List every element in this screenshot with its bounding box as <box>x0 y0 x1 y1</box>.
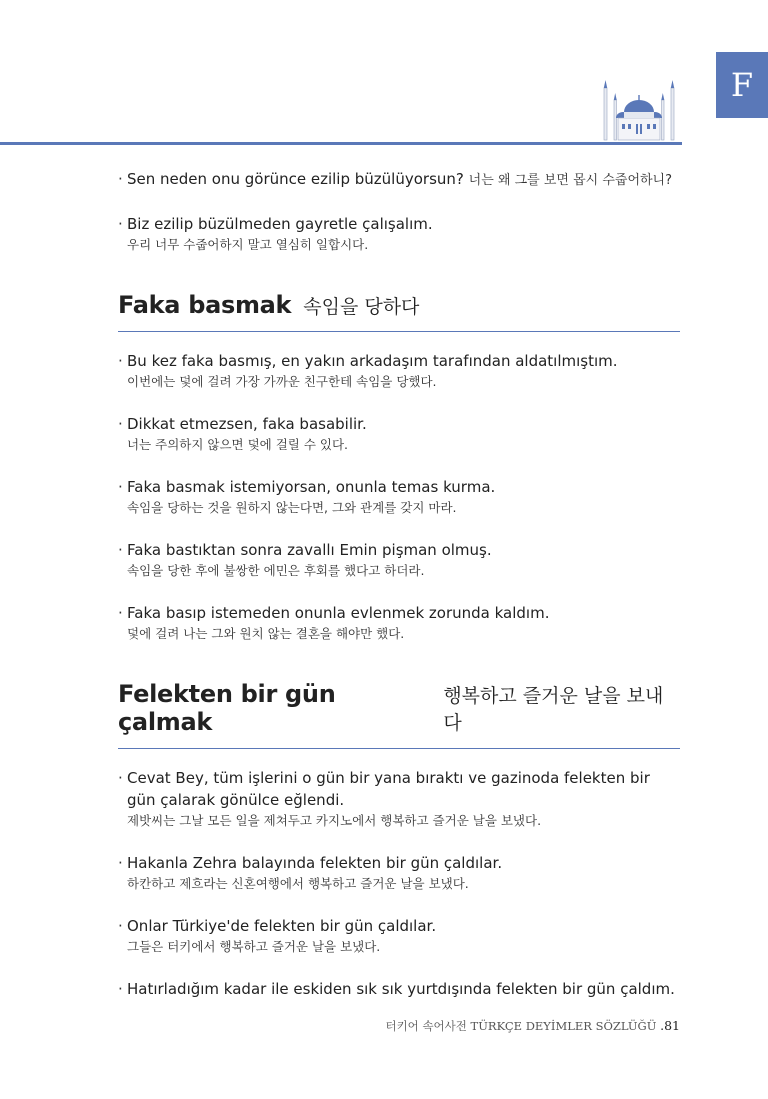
example-turkish: · Cevat Bey, tüm işlerini o gün bir yana bıraktı ve gazinoda felekten bir gün çalarak gönülce eğlendi. <box>127 769 650 809</box>
example-item <box>118 168 680 192</box>
example-item <box>118 213 680 255</box>
example-turkish: · Faka basmak istemiyorsan, onunla temas kurma. <box>127 478 496 496</box>
example-korean: 속임을 당한 후에 불쌍한 에민은 후회를 했다고 하더라. <box>127 563 425 578</box>
page-number: .81 <box>660 1018 680 1033</box>
example-turkish: · Dikkat etmezsen, faka basabilir. <box>127 415 367 433</box>
example-turkish: · Biz ezilip büzülmeden gayretle çalışalım. <box>127 215 433 233</box>
example-turkish: · Onlar Türkiye'de felekten bir gün çaldılar. <box>127 917 437 935</box>
section-letter-tab: F <box>716 52 768 118</box>
page-content <box>118 168 680 1021</box>
mosque-icon <box>598 78 680 142</box>
example-item <box>118 476 680 518</box>
idiom-title: Faka basmak <box>118 291 292 319</box>
example-item <box>118 350 680 392</box>
example-turkish: · Hakanla Zehra balayında felekten bir gün çaldılar. <box>127 854 503 872</box>
idiom-meaning: 속임을 당하다 <box>303 296 420 318</box>
example-item <box>118 767 680 831</box>
example-korean: 그들은 터키에서 행복하고 즐거운 날을 보냈다. <box>127 939 381 954</box>
example-korean: 하칸하고 제흐라는 신혼여행에서 행복하고 즐거운 날을 보냈다. <box>127 876 469 891</box>
example-item <box>118 602 680 644</box>
idiom-heading <box>118 291 680 332</box>
example-item <box>118 852 680 894</box>
example-korean: 속임을 당하는 것을 원하지 않는다면, 그와 관계를 갖지 마라. <box>127 500 457 515</box>
example-turkish: · Bu kez faka basmış, en yakın arkadaşım tarafından aldatılmıştım. <box>127 352 618 370</box>
example-korean: 너는 주의하지 않으면 덫에 걸릴 수 있다. <box>127 437 349 452</box>
example-turkish: · Faka bastıktan sonra zavallı Emin pişman olmuş. <box>127 541 492 559</box>
example-korean: 제밧씨는 그날 모든 일을 제쳐두고 카지노에서 행복하고 즐거운 날을 보냈다. <box>127 813 542 828</box>
example-korean: 이번에는 덫에 걸려 가장 가까운 친구한테 속임을 당했다. <box>127 374 437 389</box>
example-turkish: Sen neden onu görünce ezilip büzülüyorsun? <box>127 170 464 188</box>
example-korean: 덫에 걸려 나는 그와 원치 않는 결혼을 해야만 했다. <box>127 626 405 641</box>
example-korean: 우리 너무 수줍어하지 말고 열심히 일합시다. <box>127 237 369 252</box>
idiom-heading <box>118 680 680 749</box>
footer-title: 터키어 속어사전 TÜRKÇE DEYİMLER SÖZLÜĞÜ <box>385 1019 657 1033</box>
idiom-meaning: 행복하고 즐거운 날을 보내다 <box>443 685 664 734</box>
idiom-title: Felekten bir gün çalmak <box>118 680 336 736</box>
header-rule <box>0 142 682 145</box>
page-footer <box>385 1018 680 1034</box>
example-korean: 너는 왜 그를 보면 몹시 수줍어하니? <box>468 173 673 188</box>
example-item <box>118 539 680 581</box>
example-turkish: · Hatırladığım kadar ile eskiden sık sık yurtdışında felekten bir gün çaldım. <box>127 980 675 998</box>
example-turkish: · Faka basıp istemeden onunla evlenmek zorunda kaldım. <box>127 604 550 622</box>
example-item <box>118 915 680 957</box>
example-item <box>118 978 680 1000</box>
example-item <box>118 413 680 455</box>
